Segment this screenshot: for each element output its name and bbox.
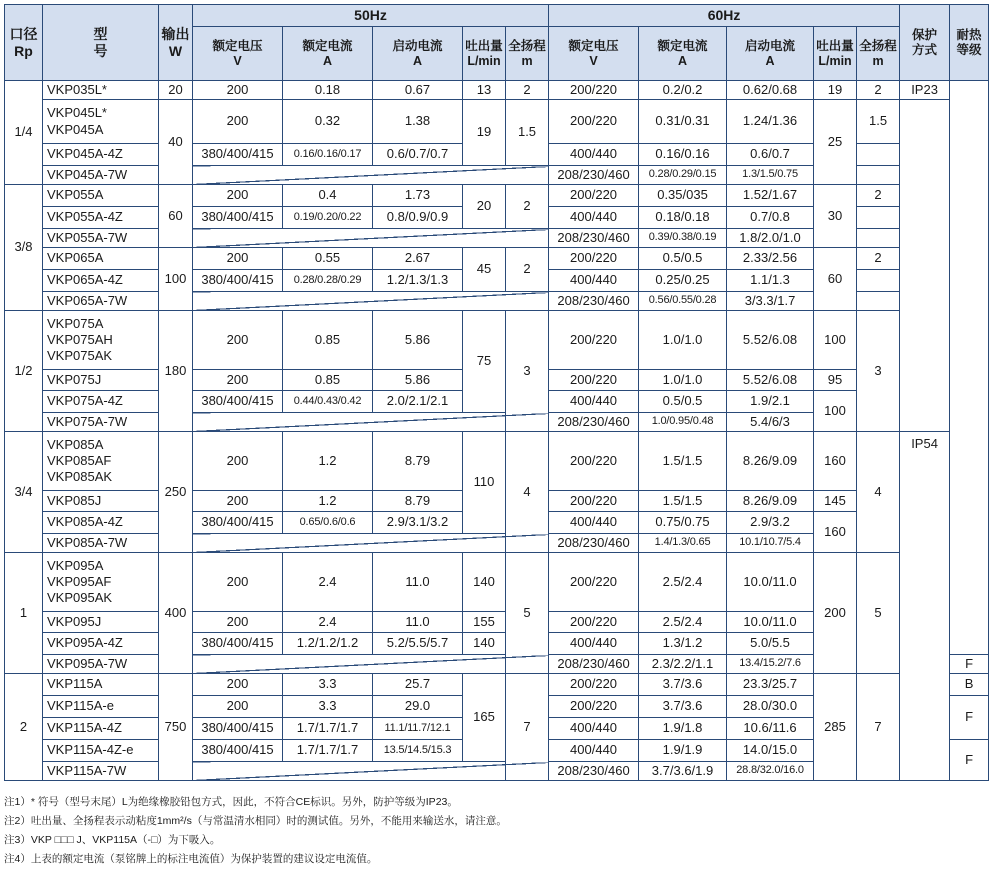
model-cell: VKP065A [43,248,159,270]
header-50hz-start-current: 启动电流 A [373,27,463,81]
protection-cell [900,100,950,432]
voltage-60hz-cell: 208/230/460 [549,413,639,432]
model-cell: VKP055A [43,185,159,207]
start-current-60hz-cell: 2.33/2.56 [727,248,814,270]
table-row [5,432,989,491]
start-current-60hz-cell: 3/3.3/1.7 [727,292,814,311]
voltage-50hz-cell: 380/400/415 [193,512,283,534]
header-50hz-voltage: 额定电压 V [193,27,283,81]
start-current-50hz-cell: 25.7 [373,674,463,696]
current-60hz-cell: 2.5/2.4 [639,612,727,633]
model-cell: VKP115A-e [43,696,159,718]
head-50hz-cell: 2 [506,185,549,229]
voltage-50hz-cell: 380/400/415 [193,144,283,166]
model-cell: VKP065A-7W [43,292,159,311]
head-50hz-cell: 2 [506,248,549,292]
port-cell: 2 [5,674,43,781]
head-60hz-cell: 7 [857,674,900,781]
head-60hz-cell [857,144,900,166]
head-60hz-cell [857,207,900,229]
voltage-60hz-cell: 400/440 [549,207,639,229]
current-50hz-cell: 1.2/1.2/1.2 [283,633,373,655]
model-cell: VKP075A VKP075AH VKP075AK [43,311,159,370]
voltage-50hz-cell: 380/400/415 [193,740,283,762]
current-60hz-cell: 0.5/0.5 [639,391,727,413]
model-cell: VKP045L* VKP045A [43,100,159,144]
start-current-50hz-cell: 11.0 [373,612,463,633]
start-current-60hz-cell: 1.8/2.0/1.0 [727,229,814,248]
current-50hz-cell: 0.44/0.43/0.42 [283,391,373,413]
current-50hz-cell: 1.7/1.7/1.7 [283,740,373,762]
discharge-50hz-cell: 20 [463,185,506,229]
discharge-60hz-cell: 30 [814,185,857,248]
voltage-50hz-cell: 200 [193,81,283,100]
protection-cell: IP23 [900,81,950,100]
footnote: 注2）吐出量、全扬程表示动粘度1mm²/s（与常温清水相同）时的测试值。另外，不能用来输送水，请注意。 [4,815,507,827]
current-60hz-cell: 1.9/1.8 [639,718,727,740]
voltage-60hz-cell: 200/220 [549,248,639,270]
not-applicable-cell [193,229,549,248]
heat-class-cell: F [950,740,989,781]
voltage-60hz-cell: 200/220 [549,612,639,633]
output-cell: 180 [159,311,193,432]
header-60hz-current: 额定电流 A [639,27,727,81]
voltage-50hz-cell: 200 [193,311,283,370]
start-current-60hz-cell: 10.0/11.0 [727,553,814,612]
discharge-60hz-cell: 100 [814,311,857,370]
model-cell: VKP065A-4Z [43,270,159,292]
current-50hz-cell: 2.4 [283,553,373,612]
head-60hz-cell: 2 [857,248,900,270]
table-row [5,185,989,207]
current-50hz-cell: 0.85 [283,311,373,370]
head-60hz-cell [857,292,900,311]
current-60hz-cell: 0.39/0.38/0.19 [639,229,727,248]
header-heat-class: 耐热 等级 [950,5,989,81]
start-current-60hz-cell: 2.9/3.2 [727,512,814,534]
start-current-60hz-cell: 13.4/15.2/7.6 [727,655,814,674]
current-60hz-cell: 2.5/2.4 [639,553,727,612]
header-50hz-head: 全扬程 m [506,27,549,81]
output-cell: 400 [159,553,193,674]
head-50hz-cell: 3 [506,311,549,432]
voltage-60hz-cell: 208/230/460 [549,292,639,311]
voltage-60hz-cell: 200/220 [549,432,639,491]
voltage-50hz-cell: 380/400/415 [193,207,283,229]
port-cell: 3/8 [5,185,43,311]
start-current-60hz-cell: 5.52/6.08 [727,370,814,391]
current-50hz-cell: 0.32 [283,100,373,144]
model-cell: VKP115A-7W [43,762,159,781]
head-50hz-cell: 5 [506,553,549,674]
heat-class-cell: F [950,696,989,740]
voltage-60hz-cell: 200/220 [549,185,639,207]
model-cell: VKP095A-4Z [43,633,159,655]
voltage-60hz-cell: 400/440 [549,633,639,655]
table-row [5,81,989,100]
start-current-50hz-cell: 11.1/11.7/12.1 [373,718,463,740]
voltage-60hz-cell: 208/230/460 [549,166,639,185]
current-60hz-cell: 3.7/3.6 [639,696,727,718]
voltage-50hz-cell: 200 [193,491,283,512]
start-current-60hz-cell: 14.0/15.0 [727,740,814,762]
start-current-60hz-cell: 28.0/30.0 [727,696,814,718]
start-current-60hz-cell: 1.9/2.1 [727,391,814,413]
voltage-60hz-cell: 208/230/460 [549,229,639,248]
model-cell: VKP045A-7W [43,166,159,185]
start-current-60hz-cell: 5.4/6/3 [727,413,814,432]
start-current-60hz-cell: 28.8/32.0/16.0 [727,762,814,781]
voltage-50hz-cell: 200 [193,370,283,391]
head-50hz-cell: 7 [506,674,549,781]
discharge-60hz-cell: 95 [814,370,857,391]
current-60hz-cell: 1.5/1.5 [639,491,727,512]
current-60hz-cell: 1.3/1.2 [639,633,727,655]
header-60hz-start-current: 启动电流 A [727,27,814,81]
model-cell: VKP115A-4Z [43,718,159,740]
discharge-50hz-cell: 110 [463,432,506,534]
protection-cell: IP54 [900,432,950,781]
output-cell: 60 [159,185,193,248]
voltage-60hz-cell: 200/220 [549,370,639,391]
model-cell: VKP085A-4Z [43,512,159,534]
output-cell: 20 [159,81,193,100]
current-50hz-cell: 0.19/0.20/0.22 [283,207,373,229]
start-current-50hz-cell: 8.79 [373,491,463,512]
heat-class-cell [950,81,989,655]
start-current-60hz-cell: 10.0/11.0 [727,612,814,633]
current-50hz-cell: 1.7/1.7/1.7 [283,718,373,740]
header-port: 口径 Rp [5,5,43,81]
port-cell: 1 [5,553,43,674]
discharge-60hz-cell: 25 [814,100,857,185]
voltage-60hz-cell: 400/440 [549,270,639,292]
current-60hz-cell: 0.5/0.5 [639,248,727,270]
port-cell: 3/4 [5,432,43,553]
voltage-50hz-cell: 200 [193,100,283,144]
model-cell: VKP115A [43,674,159,696]
voltage-60hz-cell: 200/220 [549,696,639,718]
start-current-50hz-cell: 5.86 [373,311,463,370]
voltage-50hz-cell: 380/400/415 [193,270,283,292]
output-cell: 40 [159,100,193,185]
header-60hz: 60Hz [549,5,900,27]
table-row [5,311,989,370]
head-60hz-cell [857,270,900,292]
start-current-60hz-cell: 0.7/0.8 [727,207,814,229]
start-current-50hz-cell: 1.38 [373,100,463,144]
discharge-60hz-cell: 200 [814,553,857,674]
not-applicable-cell [193,762,549,781]
start-current-60hz-cell: 5.0/5.5 [727,633,814,655]
current-50hz-cell: 0.16/0.16/0.17 [283,144,373,166]
start-current-50hz-cell: 29.0 [373,696,463,718]
port-cell: 1/2 [5,311,43,432]
model-cell: VKP095A VKP095AF VKP095AK [43,553,159,612]
voltage-60hz-cell: 208/230/460 [549,762,639,781]
voltage-60hz-cell: 208/230/460 [549,655,639,674]
footnote: 注1）* 符号（型号末尾）L为绝缘橡胶铅包方式，因此，不符合CE标识。另外，防护等级为IP23。 [4,796,458,808]
model-cell: VKP095J [43,612,159,633]
current-50hz-cell: 3.3 [283,674,373,696]
current-60hz-cell: 3.7/3.6 [639,674,727,696]
head-60hz-cell: 2 [857,185,900,207]
voltage-50hz-cell: 200 [193,612,283,633]
table-row [5,553,989,612]
discharge-50hz-cell: 45 [463,248,506,292]
head-50hz-cell: 1.5 [506,100,549,166]
discharge-50hz-cell: 13 [463,81,506,100]
start-current-50hz-cell: 13.5/14.5/15.3 [373,740,463,762]
header-60hz-discharge: 吐出量 L/min [814,27,857,81]
voltage-60hz-cell: 208/230/460 [549,534,639,553]
voltage-60hz-cell: 200/220 [549,81,639,100]
voltage-60hz-cell: 200/220 [549,100,639,144]
start-current-50hz-cell: 2.0/2.1/2.1 [373,391,463,413]
header-model: 型 号 [43,5,159,81]
model-cell: VKP055A-7W [43,229,159,248]
head-60hz-cell [857,166,900,185]
discharge-60hz-cell: 285 [814,674,857,781]
head-60hz-cell: 4 [857,432,900,553]
current-60hz-cell: 1.0/0.95/0.48 [639,413,727,432]
start-current-50hz-cell: 0.8/0.9/0.9 [373,207,463,229]
voltage-60hz-cell: 400/440 [549,391,639,413]
voltage-60hz-cell: 400/440 [549,740,639,762]
model-cell: VKP075A-4Z [43,391,159,413]
start-current-50hz-cell: 0.67 [373,81,463,100]
model-cell: VKP075J [43,370,159,391]
start-current-60hz-cell: 5.52/6.08 [727,311,814,370]
discharge-60hz-cell: 100 [814,391,857,432]
model-cell: VKP085A VKP085AF VKP085AK [43,432,159,491]
start-current-60hz-cell: 0.62/0.68 [727,81,814,100]
head-60hz-cell: 3 [857,311,900,432]
current-60hz-cell: 1.9/1.9 [639,740,727,762]
start-current-50hz-cell: 5.2/5.5/5.7 [373,633,463,655]
start-current-60hz-cell: 8.26/9.09 [727,432,814,491]
current-50hz-cell: 0.18 [283,81,373,100]
port-cell: 1/4 [5,81,43,185]
current-60hz-cell: 0.18/0.18 [639,207,727,229]
discharge-50hz-cell: 140 [463,633,506,655]
current-50hz-cell: 0.85 [283,370,373,391]
head-60hz-cell [857,229,900,248]
current-60hz-cell: 0.16/0.16 [639,144,727,166]
footnotes [4,793,507,869]
heat-class-cell: B [950,674,989,696]
current-50hz-cell: 0.4 [283,185,373,207]
current-60hz-cell: 1.5/1.5 [639,432,727,491]
table-row [5,100,989,144]
output-cell: 250 [159,432,193,553]
model-cell: VKP075A-7W [43,413,159,432]
voltage-50hz-cell: 380/400/415 [193,633,283,655]
current-60hz-cell: 0.2/0.2 [639,81,727,100]
pump-spec-table [4,4,989,781]
current-60hz-cell: 3.7/3.6/1.9 [639,762,727,781]
discharge-60hz-cell: 19 [814,81,857,100]
start-current-50hz-cell: 2.9/3.1/3.2 [373,512,463,534]
discharge-60hz-cell: 160 [814,432,857,491]
start-current-60hz-cell: 10.1/10.7/5.4 [727,534,814,553]
voltage-50hz-cell: 200 [193,248,283,270]
voltage-60hz-cell: 200/220 [549,491,639,512]
discharge-60hz-cell: 160 [814,512,857,553]
head-60hz-cell: 2 [857,81,900,100]
not-applicable-cell [193,413,549,432]
footnote: 注4）上表的额定电流（泵铭牌上的标注电流值）为保护装置的建议设定电流值。 [4,853,378,865]
table-row [5,674,989,696]
output-cell: 750 [159,674,193,781]
table-row [5,248,989,270]
head-60hz-cell: 5 [857,553,900,674]
current-50hz-cell: 0.28/0.28/0.29 [283,270,373,292]
start-current-50hz-cell: 1.73 [373,185,463,207]
start-current-60hz-cell: 8.26/9.09 [727,491,814,512]
discharge-50hz-cell: 140 [463,553,506,612]
discharge-50hz-cell: 155 [463,612,506,633]
discharge-60hz-cell: 60 [814,248,857,311]
not-applicable-cell [193,292,549,311]
current-50hz-cell: 1.2 [283,432,373,491]
current-60hz-cell: 0.31/0.31 [639,100,727,144]
voltage-60hz-cell: 400/440 [549,718,639,740]
voltage-50hz-cell: 200 [193,432,283,491]
start-current-60hz-cell: 1.3/1.5/0.75 [727,166,814,185]
current-50hz-cell: 3.3 [283,696,373,718]
current-60hz-cell: 1.4/1.3/0.65 [639,534,727,553]
model-cell: VKP045A-4Z [43,144,159,166]
voltage-50hz-cell: 200 [193,553,283,612]
model-cell: VKP085A-7W [43,534,159,553]
start-current-50hz-cell: 11.0 [373,553,463,612]
current-60hz-cell: 1.0/1.0 [639,370,727,391]
current-60hz-cell: 0.56/0.55/0.28 [639,292,727,311]
output-cell: 100 [159,248,193,311]
header-60hz-voltage: 额定电压 V [549,27,639,81]
header-50hz: 50Hz [193,5,549,27]
voltage-50hz-cell: 200 [193,696,283,718]
start-current-50hz-cell: 5.86 [373,370,463,391]
header-60hz-head: 全扬程 m [857,27,900,81]
start-current-60hz-cell: 23.3/25.7 [727,674,814,696]
current-60hz-cell: 2.3/2.2/1.1 [639,655,727,674]
voltage-50hz-cell: 380/400/415 [193,391,283,413]
not-applicable-cell [193,166,549,185]
current-60hz-cell: 1.0/1.0 [639,311,727,370]
voltage-50hz-cell: 380/400/415 [193,718,283,740]
current-60hz-cell: 0.28/0.29/0.15 [639,166,727,185]
start-current-50hz-cell: 1.2/1.3/1.3 [373,270,463,292]
current-50hz-cell: 0.55 [283,248,373,270]
footnote: 注3）VKP □□□ J、VKP115A（-□）为下吸入。 [4,834,221,846]
head-60hz-cell: 1.5 [857,100,900,144]
start-current-50hz-cell: 2.67 [373,248,463,270]
model-cell: VKP085J [43,491,159,512]
header-protection: 保护 方式 [900,5,950,81]
discharge-50hz-cell: 75 [463,311,506,413]
model-cell: VKP115A-4Z-e [43,740,159,762]
current-50hz-cell: 0.65/0.6/0.6 [283,512,373,534]
voltage-60hz-cell: 200/220 [549,311,639,370]
voltage-60hz-cell: 400/440 [549,144,639,166]
start-current-60hz-cell: 1.52/1.67 [727,185,814,207]
voltage-50hz-cell: 200 [193,185,283,207]
voltage-60hz-cell: 200/220 [549,674,639,696]
not-applicable-cell [193,534,549,553]
start-current-60hz-cell: 1.24/1.36 [727,100,814,144]
discharge-50hz-cell: 19 [463,100,506,166]
model-cell: VKP035L* [43,81,159,100]
discharge-60hz-cell: 145 [814,491,857,512]
not-applicable-cell [193,655,549,674]
model-cell: VKP095A-7W [43,655,159,674]
current-50hz-cell: 1.2 [283,491,373,512]
start-current-60hz-cell: 0.6/0.7 [727,144,814,166]
start-current-60hz-cell: 1.1/1.3 [727,270,814,292]
heat-class-cell: F [950,655,989,674]
start-current-50hz-cell: 8.79 [373,432,463,491]
head-50hz-cell: 4 [506,432,549,553]
header-output: 输出 W [159,5,193,81]
discharge-50hz-cell: 165 [463,674,506,762]
model-cell: VKP055A-4Z [43,207,159,229]
voltage-50hz-cell: 200 [193,674,283,696]
start-current-50hz-cell: 0.6/0.7/0.7 [373,144,463,166]
current-60hz-cell: 0.75/0.75 [639,512,727,534]
head-50hz-cell: 2 [506,81,549,100]
voltage-60hz-cell: 200/220 [549,553,639,612]
current-60hz-cell: 0.35/035 [639,185,727,207]
current-50hz-cell: 2.4 [283,612,373,633]
header-50hz-discharge: 吐出量 L/min [463,27,506,81]
current-60hz-cell: 0.25/0.25 [639,270,727,292]
voltage-60hz-cell: 400/440 [549,512,639,534]
start-current-60hz-cell: 10.6/11.6 [727,718,814,740]
header-50hz-current: 额定电流 A [283,27,373,81]
